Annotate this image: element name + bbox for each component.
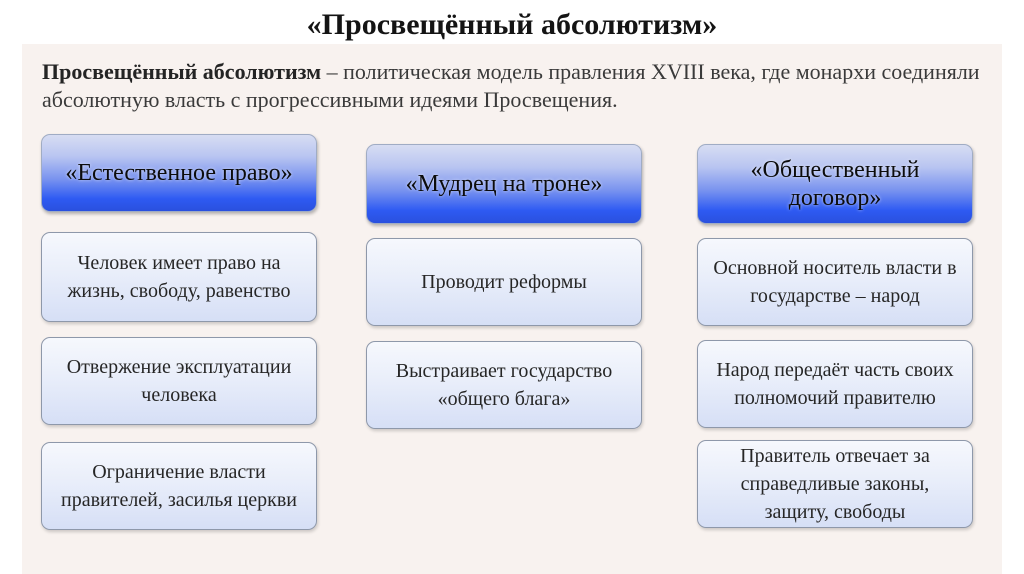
diagram-item-text: Правитель отвечает за справедливые законы, защиту, свободы <box>740 445 930 523</box>
diagram-item-sage-on-throne-1 <box>366 238 642 326</box>
slide-title: «Просвещённый абсолютизм» <box>306 8 718 41</box>
diagram-item-text: Отвержение эксплуатации человека <box>66 356 292 406</box>
definition-text: – политическая модель правления XVIII века, где монархи соединяли абсолютную власть с прогрессивными идеями Просвещения. <box>42 59 980 112</box>
column-header-label: «Общественный договор» <box>750 157 920 211</box>
diagram-item-sage-on-throne-2 <box>366 341 642 429</box>
column-header-label: «Естественное право» <box>65 160 293 186</box>
diagram-item-natural-law-2 <box>41 337 317 425</box>
diagram-item-social-contract-3 <box>697 440 973 528</box>
diagram-item-text: Народ передаёт часть своих полномочий правителю <box>716 359 954 409</box>
diagram-item-text: Основной носитель власти в государстве – народ <box>713 257 957 307</box>
column-header-natural-law <box>41 134 317 212</box>
diagram-item-text: Ограничение власти правителей, засилья церкви <box>60 461 297 511</box>
diagram-item-natural-law-1 <box>41 232 317 322</box>
definition-paragraph <box>42 58 992 114</box>
definition-term: Просвещённый абсолютизм <box>42 59 322 84</box>
diagram-item-social-contract-1 <box>697 238 973 326</box>
diagram-item-natural-law-3 <box>41 442 317 530</box>
column-header-label: «Мудрец на троне» <box>405 171 603 197</box>
diagram-item-text: Проводит реформы <box>421 271 587 293</box>
diagram-item-text: Человек имеет право на жизнь, свободу, равенство <box>67 252 291 302</box>
diagram-item-social-contract-2 <box>697 340 973 428</box>
column-header-sage-on-throne <box>366 144 642 224</box>
column-header-social-contract <box>697 144 973 224</box>
diagram-item-text: Выстраивает государство «общего блага» <box>395 360 613 410</box>
